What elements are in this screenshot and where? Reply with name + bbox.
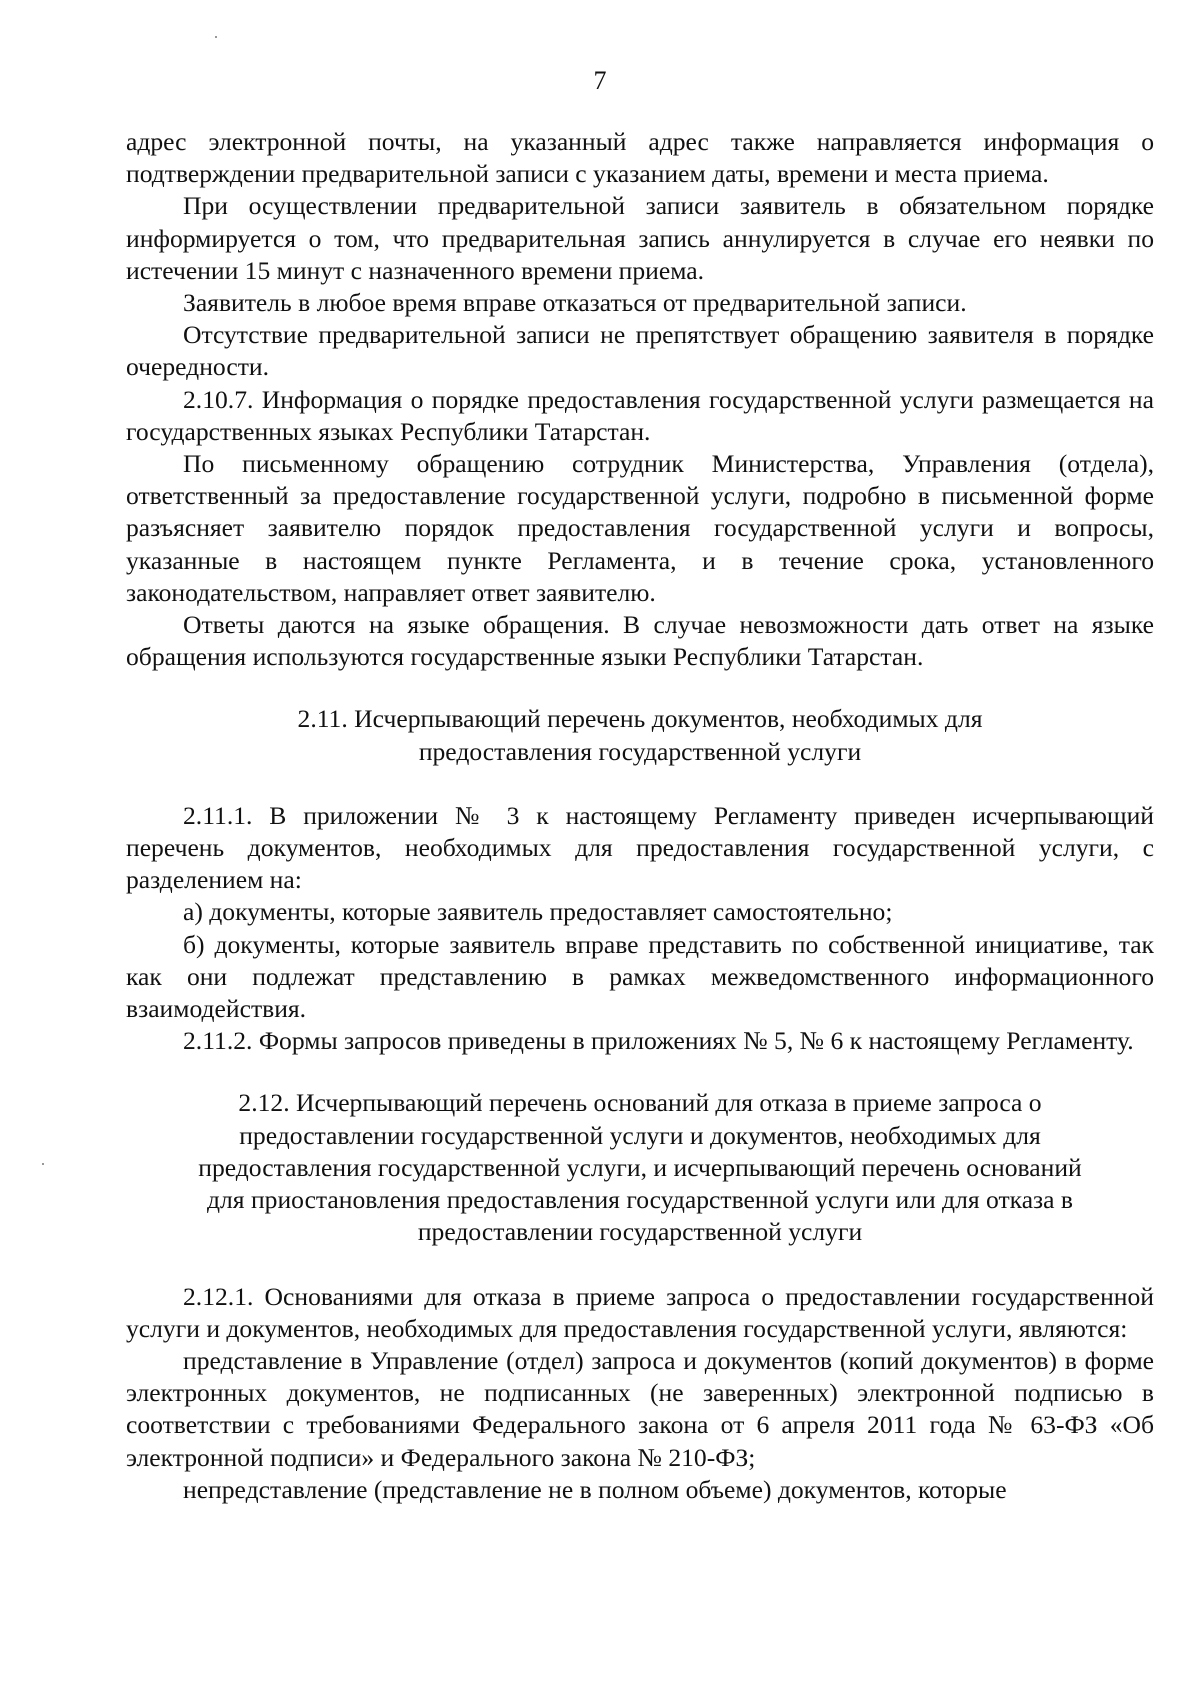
- paragraph: представление в Управление (отдел) запроса и документов (копий документов) в форме электронных документов, не подписанных (не заверенных) электронной подписью в соответствии с требованиями Федерального закона от 6 апреля 2011 года № 63-ФЗ «Об электронной подписи» и Федерального закона № 210-ФЗ;: [126, 1345, 1154, 1472]
- section-heading-2-12: [126, 1087, 1154, 1248]
- page-number: 7: [593, 66, 607, 95]
- document-body: [126, 126, 1154, 1506]
- heading-line: предоставления государственной услуги, и исчерпывающий перечень оснований: [198, 1152, 1082, 1182]
- heading-line: 2.11. Исчерпывающий перечень документов, необходимых для: [297, 704, 983, 734]
- heading-line: предоставления государственной услуги: [418, 736, 862, 766]
- paragraph: 2.10.7. Информация о порядке предоставления государственной услуги размещается на государственных языках Республики Татарстан.: [126, 384, 1154, 446]
- paragraph: При осуществлении предварительной записи заявитель в обязательном порядке информируется о том, что предварительная запись аннулируется в случае его неявки по истечении 15 минут с назначенного времени приема.: [126, 191, 1154, 285]
- scan-speck: [215, 36, 217, 38]
- paragraph: а) документы, которые заявитель предоставляет самостоятельно;: [183, 897, 893, 927]
- paragraph: Отсутствие предварительной записи не препятствует обращению заявителя в порядке очередности.: [126, 320, 1154, 382]
- paragraph: Заявитель в любое время вправе отказаться от предварительной записи.: [183, 288, 967, 318]
- heading-line: предоставлении государственной услуги: [417, 1217, 863, 1247]
- heading-line: для приостановления предоставления государственной услуги или для отказа в: [206, 1185, 1074, 1215]
- heading-line: 2.12. Исчерпывающий перечень оснований для отказа в приеме запроса о: [238, 1088, 1042, 1118]
- paragraph: Ответы даются на языке обращения. В случае невозможности дать ответ на языке обращения используются государственные языки Республики Татарстан.: [126, 610, 1154, 672]
- paragraph: 2.11.2. Формы запросов приведены в приложениях № 5, № 6 к настоящему Регламенту.: [183, 1026, 1134, 1056]
- paragraph: б) документы, которые заявитель вправе представить по собственной инициативе, так как они подлежат представлению в рамках межведомственного информационного взаимодействия.: [126, 929, 1154, 1024]
- paragraph: 2.11.1. В приложении № 3 к настоящему Регламенту приведен исчерпывающий перечень документов, необходимых для предоставления государственной услуги, с разделением на:: [126, 800, 1154, 895]
- paragraph: По письменному обращению сотрудник Министерства, Управления (отдела), ответственный за предоставление государственной услуги, подробно в письменной форме разъясняет заявителю порядок предоставления государственной услуги и вопросы, указанные в настоящем пункте Регламента, и в течение срока, установленного законодательством, направляет ответ заявителю.: [126, 449, 1154, 607]
- paragraph: адрес электронной почты, на указанный адрес также направляется информация о подтверждении предварительной записи с указанием даты, времени и места приема.: [126, 127, 1154, 189]
- heading-line: предоставлении государственной услуги и документов, необходимых для: [239, 1120, 1041, 1150]
- paragraph: непредставление (представление не в полном объеме) документов, которые: [183, 1474, 1007, 1504]
- scan-speck: [42, 1163, 44, 1165]
- paragraph: 2.12.1. Основаниями для отказа в приеме запроса о предоставлении государственной услуги и документов, необходимых для предоставления государственной услуги, являются:: [126, 1281, 1154, 1343]
- section-heading-2-11: [126, 703, 1154, 767]
